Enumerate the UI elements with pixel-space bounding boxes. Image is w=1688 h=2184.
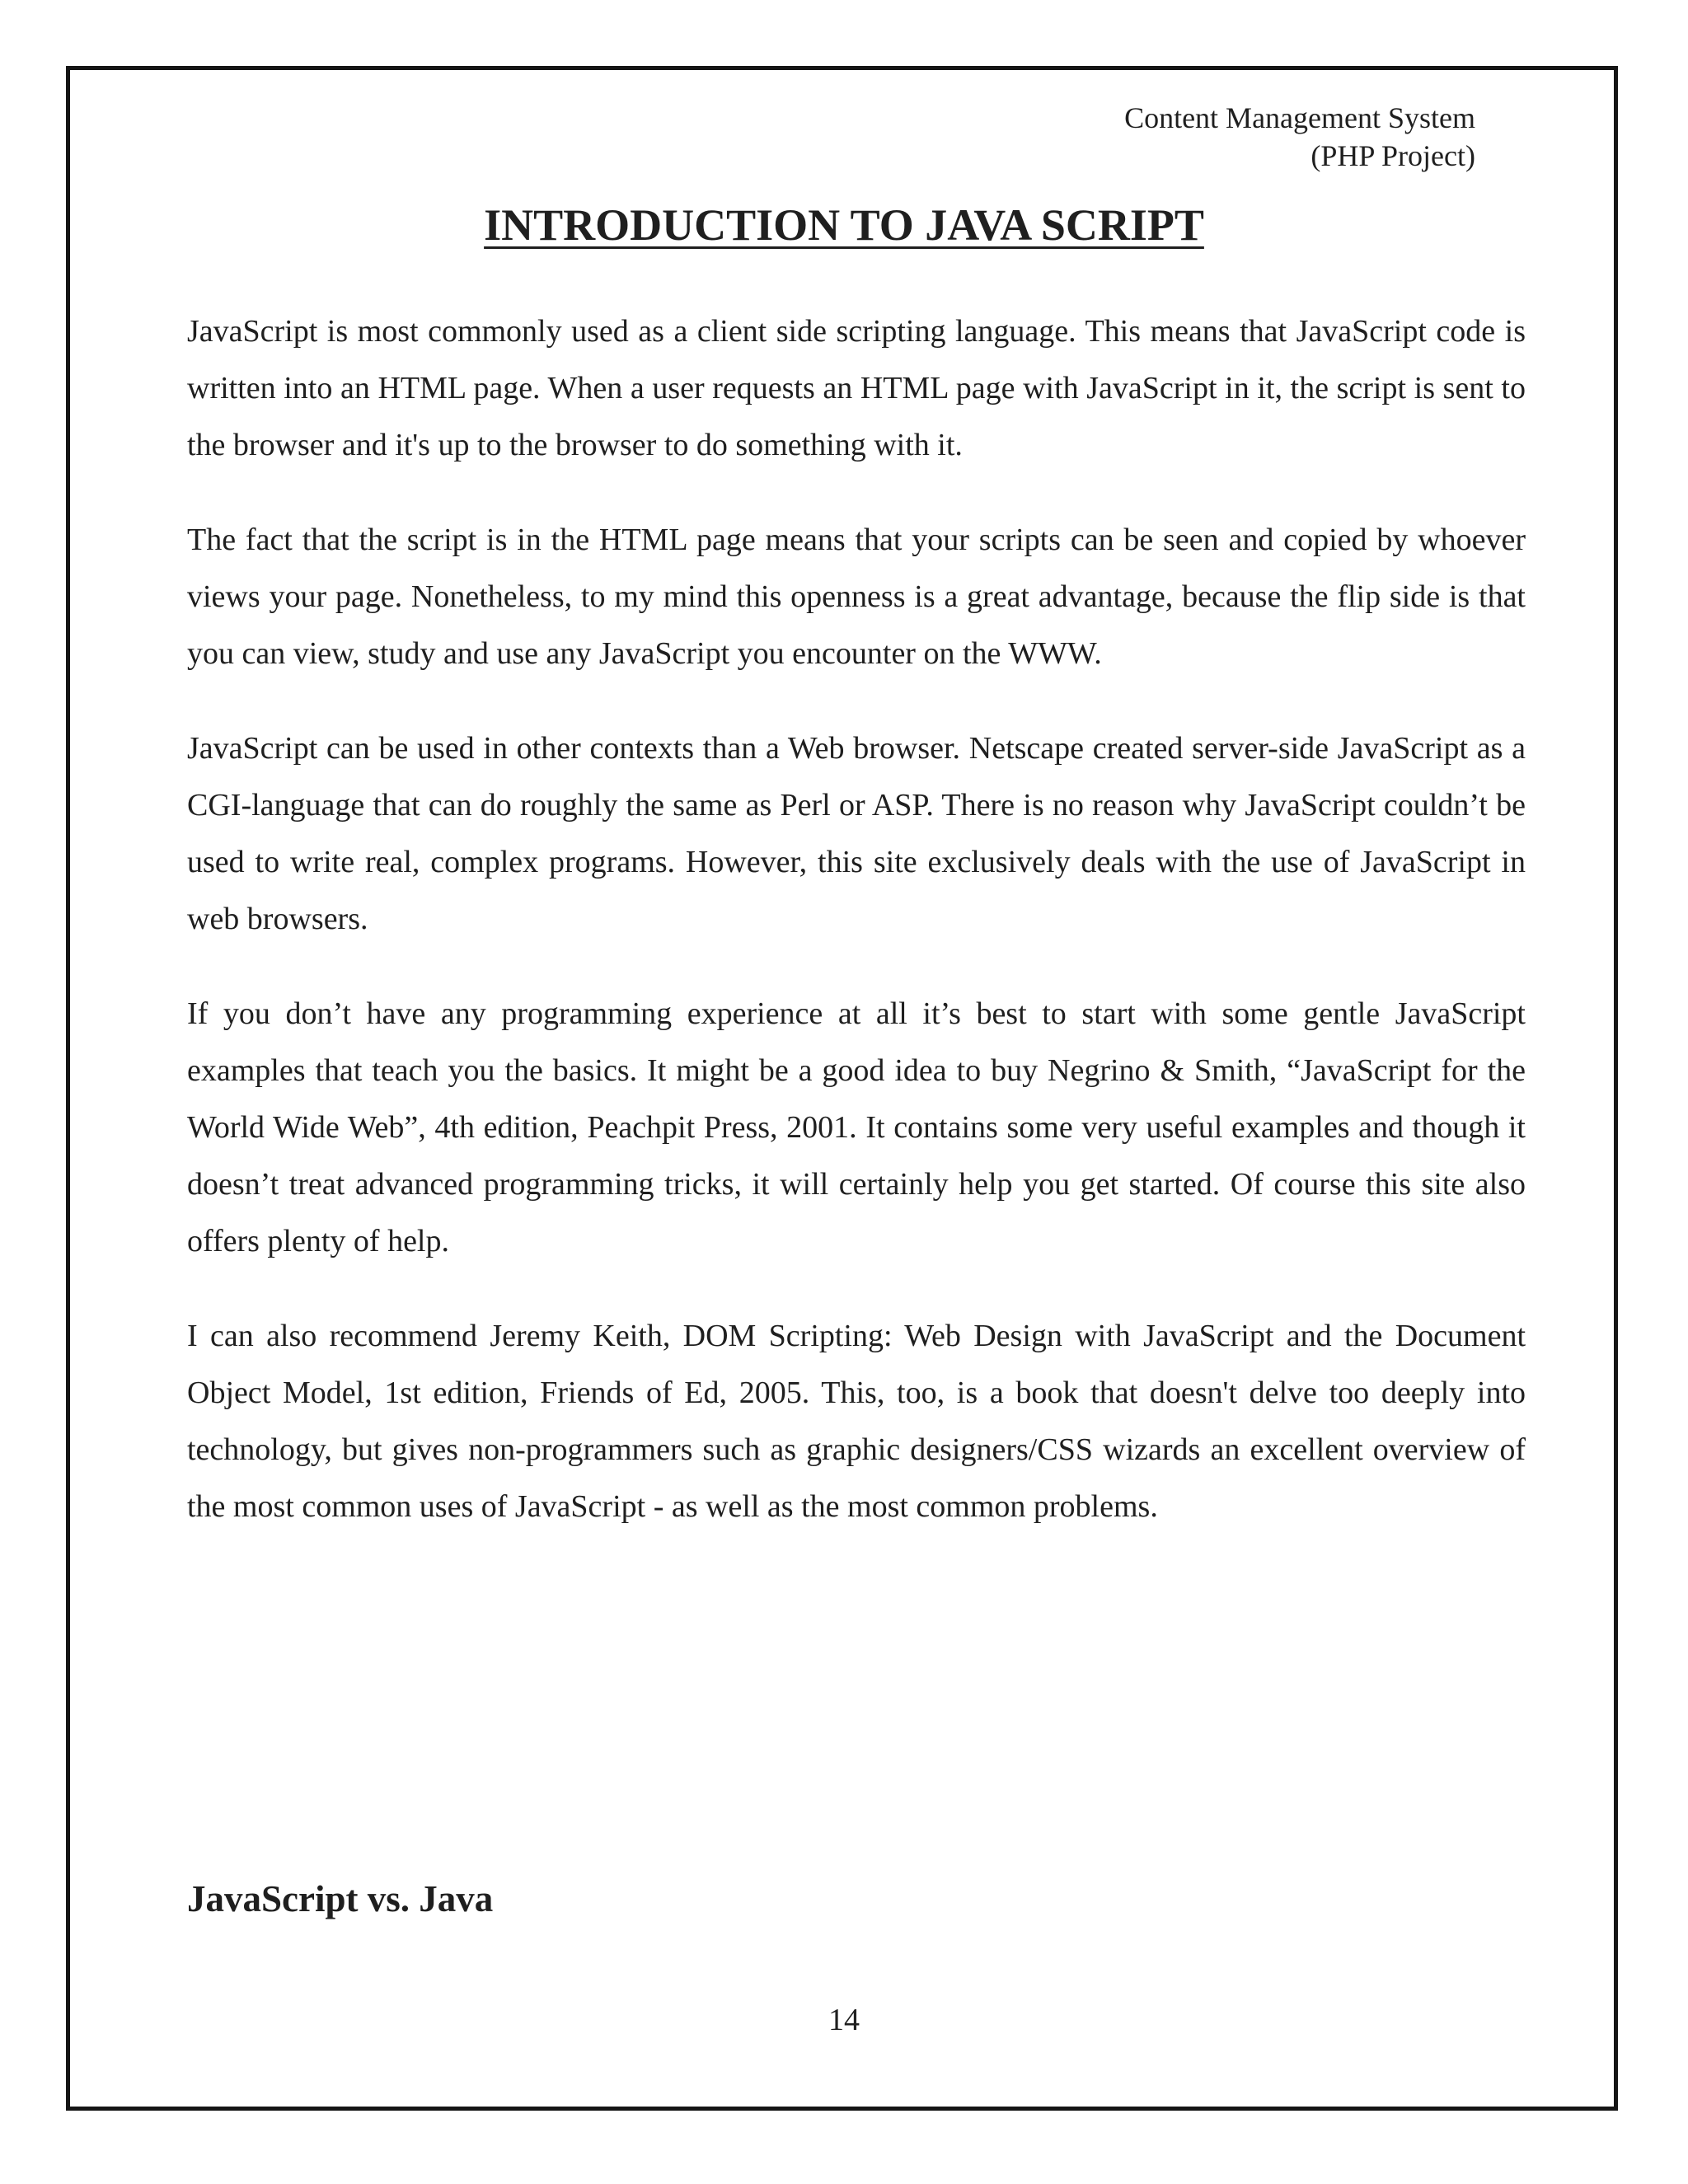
header-project-title: Content Management System [1124,101,1475,134]
paragraph-1: JavaScript is most commonly used as a client side scripting language. This means that JavaScript code is written into an HTML page. When a user requests an HTML page with JavaScript in it, the script is sent to the browser and it's up to the browser to do something with it. [187,314,1526,462]
page-number: 14 [828,2003,860,2037]
body-text [187,303,1526,1573]
paragraph-2: The fact that the script is in the HTML page means that your scripts can be seen and copied by whoever views your page. Nonetheless, to my mind this openness is a great advantage, because the flip side is that you can view, study and use any JavaScript you encounter on the WWW. [187,523,1526,671]
paragraph-3: JavaScript can be used in other contexts than a Web browser. Netscape created server-side JavaScript as a CGI-language that can do roughly the same as Perl or ASP. There is no reason why JavaScript couldn’t be used to write real, complex programs. However, this site exclusively deals with the use of JavaScript in web browsers. [187,731,1526,936]
paragraph-4: If you don’t have any programming experience at all it’s best to start with some gentle JavaScript examples that teach you the basics. It might be a good idea to buy Negrino & Smith, “JavaScript for the World Wide Web”, 4th edition, Peachpit Press, 2001. It contains some very useful examples and though it doesn’t treat advanced programming tricks, it will certainly help you get started. Of course this site also offers plenty of help. [187,996,1526,1258]
section-heading: JavaScript vs. Java [187,1878,494,1919]
running-header [1124,99,1475,175]
page-title: INTRODUCTION TO JAVA SCRIPT [484,200,1204,250]
paragraph-5: I can also recommend Jeremy Keith, DOM Scripting: Web Design with JavaScript and the Document Object Model, 1st edition, Friends of Ed, 2005. This, too, is a book that doesn't delve too deeply into technology, but gives non-programmers such as graphic designers/CSS wizards an excellent overview of the most common uses of JavaScript - as well as the most common problems. [187,1319,1526,1524]
header-project-type: (PHP Project) [1311,139,1475,172]
